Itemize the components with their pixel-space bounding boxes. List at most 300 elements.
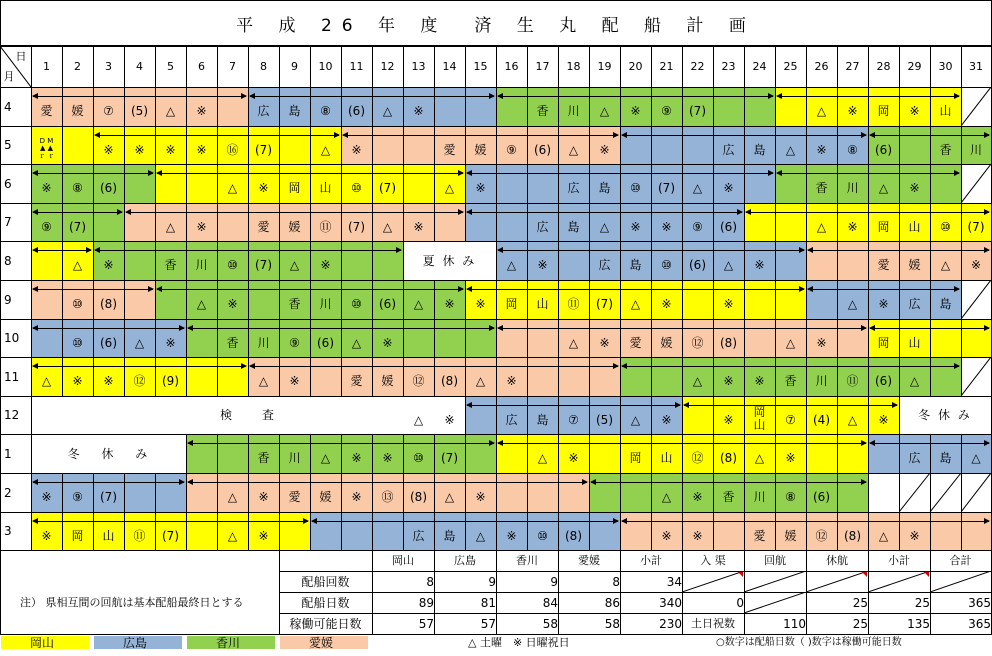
- grid-v: [0, 550, 1, 634]
- cell-mark: (7): [255, 258, 272, 272]
- cell-mark: ※: [754, 258, 765, 272]
- cell-mark: ※: [785, 451, 796, 465]
- grid-v: [806, 434, 807, 473]
- cell-mark: ※: [320, 258, 331, 272]
- cell-mark: △: [878, 181, 889, 195]
- cell-mark: ⑨: [41, 220, 52, 234]
- period-arrow: [250, 96, 494, 97]
- cell-mark: △: [816, 104, 827, 118]
- cell-mark: 愛: [40, 104, 53, 118]
- grid-v: [155, 46, 156, 87]
- grid-v: [558, 241, 559, 280]
- blank-diagonal: [961, 87, 991, 126]
- period-arrow: [33, 482, 184, 483]
- cell-mark: 媛: [71, 104, 84, 118]
- period-arrow: [808, 250, 989, 251]
- cell-mark: 媛: [288, 220, 301, 234]
- cell-mark: ※: [506, 529, 517, 543]
- cell-mark: △: [475, 529, 486, 543]
- cell-mark: ※: [692, 490, 703, 504]
- cell-mark: ⑪: [846, 374, 859, 388]
- period-arrow: [498, 328, 866, 329]
- grid-v: [682, 46, 683, 87]
- summary-header: 岡山: [392, 554, 414, 567]
- grid-v: [558, 357, 559, 396]
- day-header-2: 2: [74, 60, 81, 73]
- grid-v: [0, 87, 1, 126]
- month-label-7: 7: [4, 215, 12, 229]
- grid-v: [558, 46, 559, 87]
- cell-mark: 香: [784, 374, 797, 388]
- cell-mark: ⑩: [940, 220, 951, 234]
- cell-mark: (6): [689, 258, 706, 272]
- period-arrow: [467, 173, 773, 174]
- cell-mark: ⑧: [847, 143, 858, 157]
- cell-mark: ※: [661, 413, 672, 427]
- cell-mark: △: [754, 451, 765, 465]
- period-arrow: [95, 135, 339, 136]
- grid-v: [744, 280, 745, 319]
- grid-v: [651, 46, 652, 87]
- grid-v: [496, 473, 497, 512]
- period-arrow: [33, 96, 246, 97]
- summary-value: 8: [426, 574, 434, 589]
- period-arrow: [312, 521, 618, 522]
- period-arrow: [498, 250, 804, 251]
- cell-mark: 岡: [288, 181, 301, 195]
- cell-mark: ※: [41, 529, 52, 543]
- grid-v: [279, 46, 280, 87]
- cell-mark: 岡: [877, 220, 890, 234]
- grid-v: [930, 357, 931, 396]
- grid-v: [248, 280, 249, 319]
- cell-mark: ⑯: [226, 143, 239, 157]
- cell-mark: ⑩: [661, 258, 672, 272]
- day-header-17: 17: [535, 60, 550, 73]
- cell-mark: (6): [317, 336, 334, 350]
- cell-mark: ※: [351, 451, 362, 465]
- cell-mark: 川: [288, 451, 301, 465]
- summary-value: 84: [542, 595, 558, 610]
- cell-mark: △: [909, 374, 920, 388]
- cell-mark: 川: [567, 104, 580, 118]
- day-header-20: 20: [628, 60, 643, 73]
- comment-marker: [924, 572, 929, 577]
- cell-mark: △: [165, 104, 176, 118]
- cell-mark: △: [475, 374, 486, 388]
- cell-mark: 愛: [877, 258, 890, 272]
- cell-mark: (7): [596, 297, 613, 311]
- period-arrow: [622, 366, 959, 367]
- period-arrow: [343, 135, 618, 136]
- grid-v: [0, 357, 1, 396]
- cell-mark: (7): [255, 143, 272, 157]
- cell-mark: ※: [475, 181, 486, 195]
- cell-mark: △: [878, 529, 889, 543]
- day-header-5: 5: [167, 60, 174, 73]
- month-label-4: 4: [4, 99, 12, 114]
- day-header-18: 18: [566, 60, 581, 73]
- cell-mark: 山: [908, 220, 921, 234]
- cell-mark: 愛: [257, 220, 270, 234]
- grid-v: [837, 46, 838, 87]
- grid-v: [837, 241, 838, 280]
- grid-v: [217, 46, 218, 87]
- fill-white: [868, 473, 899, 512]
- cell-mark: (6): [875, 374, 892, 388]
- cell-mark: 川: [195, 258, 208, 272]
- cell-mark: ※: [227, 297, 238, 311]
- grid-v: [713, 512, 714, 550]
- grid-v: [372, 241, 373, 280]
- legend-label-okayama: 岡山: [30, 635, 55, 650]
- period-arrow: [157, 173, 463, 174]
- cell-mark: △: [599, 220, 610, 234]
- cell-mark: (7): [689, 104, 706, 118]
- cell-mark: ⑩: [72, 336, 83, 350]
- cell-mark: ⑬: [381, 490, 394, 504]
- period-arrow: [157, 289, 463, 290]
- cell-mark: (9): [162, 374, 179, 388]
- cell-mark: 媛: [474, 143, 487, 157]
- day-header-21: 21: [659, 60, 674, 73]
- grid-v: [279, 126, 280, 164]
- summary-value: 365: [968, 595, 991, 610]
- cell-mark: △: [72, 258, 83, 272]
- legend-label-hiroshima: 広島: [123, 635, 148, 650]
- summary-value: 86: [604, 595, 620, 610]
- grid-v: [930, 512, 931, 550]
- cell-mark: (8): [720, 451, 737, 465]
- cell-mark: 岡: [71, 529, 84, 543]
- cell-mark: 川: [969, 143, 982, 157]
- grid-v: [589, 357, 590, 396]
- summary-value: 25: [852, 616, 868, 631]
- day-header-23: 23: [721, 60, 736, 73]
- summary-value: 58: [604, 616, 620, 631]
- cell-mark: 香: [257, 451, 270, 465]
- grid-v: [155, 473, 156, 512]
- grid-v: [620, 46, 621, 87]
- summary-value: 土日祝数: [691, 617, 735, 630]
- empty-diagonal: [806, 571, 868, 592]
- summary-value: 110: [783, 616, 806, 631]
- cell-mark: ※: [970, 258, 982, 272]
- cell-mark: ⑫: [691, 336, 704, 350]
- cell-mark: ⑩: [413, 451, 424, 465]
- blank-diagonal: [961, 473, 991, 512]
- cell-mark: 川: [815, 374, 828, 388]
- grid-v: [341, 46, 342, 87]
- summary-value: 0: [736, 595, 744, 610]
- summary-value: 25: [914, 595, 930, 610]
- grid-v: [93, 203, 94, 241]
- cell-mark: (7): [441, 451, 458, 465]
- day-header-16: 16: [504, 60, 519, 73]
- cell-mark: 岡: [505, 297, 518, 311]
- cell-mark: △: [785, 143, 796, 157]
- summary-header: 小計: [888, 554, 910, 567]
- cell-mark: ※: [692, 529, 703, 543]
- cell-mark: 島: [939, 451, 952, 465]
- cell-mark: ※: [41, 181, 52, 195]
- cell-mark: 香: [939, 143, 952, 157]
- grid-v: [713, 87, 714, 126]
- grid-v: [372, 126, 373, 164]
- day-header-6: 6: [198, 60, 205, 73]
- cell-mark: △: [692, 374, 703, 388]
- cell-mark: 山: [939, 104, 952, 118]
- cell-mark: (8): [410, 490, 427, 504]
- cell-mark: ⑪: [319, 220, 332, 234]
- cell-mark: ※: [165, 143, 176, 157]
- grid-v: [589, 512, 590, 550]
- merged-label: 検 査: [219, 408, 276, 422]
- summary-header: 入 渠: [700, 554, 726, 567]
- grid-v: [496, 164, 497, 203]
- grid-v: [744, 164, 745, 203]
- cell-mark: (6): [379, 297, 396, 311]
- blank-diagonal: [961, 164, 991, 203]
- cell-mark: △: [723, 258, 734, 272]
- day-header-7: 7: [229, 60, 236, 73]
- grid-v: [434, 46, 435, 87]
- cell-mark: △: [568, 143, 579, 157]
- grid-v: [961, 512, 962, 550]
- cell-mark: 山: [536, 297, 549, 311]
- cell-mark: 媛: [319, 490, 332, 504]
- cell-mark: 岡 山: [753, 405, 766, 432]
- cell-mark: ⑦: [103, 104, 114, 118]
- grid-v: [465, 87, 466, 126]
- summary-value: 340: [659, 595, 682, 610]
- cell-mark: △: [847, 297, 858, 311]
- cell-mark: (5): [131, 104, 148, 118]
- cell-mark: 島: [443, 529, 456, 543]
- cell-mark: (8): [565, 529, 582, 543]
- cell-mark: (4): [813, 413, 830, 427]
- cell-mark: (8): [720, 336, 737, 350]
- cell-mark: ※: [382, 451, 393, 465]
- cell-mark: △: [289, 258, 300, 272]
- cell-mark: 広: [722, 143, 735, 157]
- cell-mark: 広: [257, 104, 270, 118]
- cell-mark: (8): [844, 529, 861, 543]
- cell-mark: ※: [196, 143, 207, 157]
- summary-value: 25: [852, 595, 868, 610]
- cell-mark: 香: [536, 104, 549, 118]
- grid-v: [310, 46, 311, 87]
- grid-v: [961, 473, 962, 512]
- cell-mark: ⑩: [351, 181, 362, 195]
- cell-mark: ※: [630, 220, 641, 234]
- summary-header: 広島: [454, 554, 476, 567]
- period-arrow: [95, 250, 401, 251]
- grid-v: [961, 280, 962, 319]
- cell-mark: ⑦: [568, 413, 579, 427]
- period-arrow: [498, 443, 866, 444]
- period-arrow: [188, 443, 494, 444]
- cell-mark: △: [568, 336, 579, 350]
- grid-v: [434, 87, 435, 126]
- month-label-10: 10: [4, 331, 20, 345]
- cell-mark: 香: [288, 297, 301, 311]
- cell-mark: (6): [875, 143, 892, 157]
- cell-mark: 山: [908, 336, 921, 350]
- period-arrow: [33, 289, 153, 290]
- cell-mark: (7): [379, 181, 396, 195]
- period-arrow: [498, 96, 773, 97]
- cell-mark: 媛: [660, 336, 673, 350]
- month-label-11: 11: [4, 369, 20, 384]
- cell-mark: ⑦: [785, 413, 796, 427]
- cell-mark: ※: [351, 490, 362, 504]
- day-header-4: 4: [136, 60, 143, 73]
- cell-mark: ※: [444, 413, 455, 427]
- summary-value: 57: [480, 616, 496, 631]
- legend-label-kagawa: 香川: [216, 635, 241, 650]
- grid-v: [837, 434, 838, 473]
- grid-v: [744, 46, 745, 87]
- cell-mark: 川: [319, 297, 332, 311]
- cell-mark: ※: [909, 181, 920, 195]
- summary-value: 8: [612, 574, 620, 589]
- cell-mark: △: [227, 181, 238, 195]
- summary-header: 愛媛: [578, 554, 600, 567]
- cell-mark: ※: [723, 297, 734, 311]
- cell-mark: (8): [100, 297, 117, 311]
- grid-v: [930, 46, 931, 87]
- grid-v: [341, 241, 342, 280]
- grid-v: [868, 473, 869, 512]
- day-header-29: 29: [907, 60, 922, 73]
- summary-value: 9: [488, 574, 496, 589]
- grid-v: [527, 357, 528, 396]
- cell-mark: ⑩: [227, 258, 238, 272]
- grid-v: [744, 87, 745, 126]
- grid-v: [372, 46, 373, 87]
- cell-mark: 広: [412, 529, 425, 543]
- grid-v: [527, 46, 528, 87]
- cell-mark: ⑧: [320, 104, 331, 118]
- grid-v: [496, 46, 497, 87]
- cell-mark: 広: [505, 413, 518, 427]
- cell-mark: ※: [909, 104, 920, 118]
- empty-diagonal: [930, 571, 991, 592]
- corner-diagonal: [0, 46, 31, 87]
- cell-mark: △: [537, 451, 548, 465]
- cell-mark: 広: [908, 297, 921, 311]
- grid-v: [930, 164, 931, 203]
- cell-mark: △: [41, 374, 52, 388]
- cell-mark: ※: [413, 220, 424, 234]
- grid-v: [961, 87, 962, 126]
- summary-value: 34: [666, 574, 682, 589]
- cell-mark: 愛: [629, 336, 642, 350]
- day-header-10: 10: [318, 60, 333, 73]
- cell-mark: ⑫: [133, 374, 146, 388]
- cell-mark: (7): [162, 529, 179, 543]
- summary-header: 香川: [516, 554, 538, 567]
- grid-v: [217, 203, 218, 241]
- cell-mark: (7): [967, 220, 985, 234]
- grid-v: [0, 126, 1, 164]
- grid-v: [0, 396, 1, 434]
- grid-v: [248, 46, 249, 87]
- cell-mark: ※: [816, 143, 827, 157]
- cell-mark: 愛: [753, 529, 766, 543]
- cell-mark: 香: [815, 181, 828, 195]
- grid-v: [806, 46, 807, 87]
- summary-value: 58: [542, 616, 558, 631]
- cell-mark: ※: [475, 490, 486, 504]
- period-arrow: [33, 366, 246, 367]
- grid-v: [713, 46, 714, 87]
- cell-mark: ※: [289, 374, 300, 388]
- cell-mark: 山: [102, 529, 115, 543]
- cell-mark: (8): [441, 374, 458, 388]
- grid-v: [682, 280, 683, 319]
- empty-diagonal: [744, 592, 806, 613]
- cell-mark: ⑨: [506, 143, 517, 157]
- cell-mark: ⑨: [72, 490, 83, 504]
- cell-mark: (6): [720, 220, 737, 234]
- grid-v: [589, 46, 590, 87]
- empty-diagonal: [744, 571, 806, 592]
- grid-v: [124, 473, 125, 512]
- day-header-25: 25: [783, 60, 798, 73]
- grid-v: [124, 280, 125, 319]
- blank-diagonal: [930, 473, 961, 512]
- period-arrow: [622, 521, 989, 522]
- cell-mark: △: [227, 529, 238, 543]
- day-header-19: 19: [597, 60, 612, 73]
- grid-v: [465, 434, 466, 473]
- month-label-8: 8: [4, 253, 12, 268]
- cell-mark: ※: [258, 490, 269, 504]
- cell-mark: (6): [534, 143, 551, 157]
- grid-v: [93, 46, 94, 87]
- period-arrow: [746, 212, 989, 213]
- cell-mark: ⑨: [289, 336, 300, 350]
- cell-mark: 川: [753, 490, 766, 504]
- cell-mark: 山: [319, 181, 332, 195]
- cell-mark: ⑨: [661, 104, 672, 118]
- grid-v: [0, 241, 1, 280]
- summary-value: 230: [659, 616, 682, 631]
- grid-v: [279, 512, 280, 550]
- day-header-8: 8: [260, 60, 267, 73]
- period-arrow: [188, 482, 587, 483]
- corner-day-label: 日: [15, 49, 27, 63]
- grid-v: [558, 473, 559, 512]
- cell-mark: △: [847, 413, 858, 427]
- cell-mark: (7): [348, 220, 365, 234]
- cell-mark: 島: [598, 181, 611, 195]
- month-label-12: 12: [4, 408, 20, 422]
- cell-mark: △: [413, 297, 424, 311]
- empty-diagonal: [868, 571, 930, 592]
- summary-value: 57: [418, 616, 434, 631]
- cell-mark: ※: [103, 258, 114, 272]
- legend-label-ehime: 愛媛: [309, 635, 334, 650]
- cell-mark: (6): [348, 104, 365, 118]
- grid-v: [775, 280, 776, 319]
- grid-v: [837, 319, 838, 357]
- grid-v: [217, 434, 218, 473]
- grid-v: [124, 241, 125, 280]
- period-arrow: [33, 212, 122, 213]
